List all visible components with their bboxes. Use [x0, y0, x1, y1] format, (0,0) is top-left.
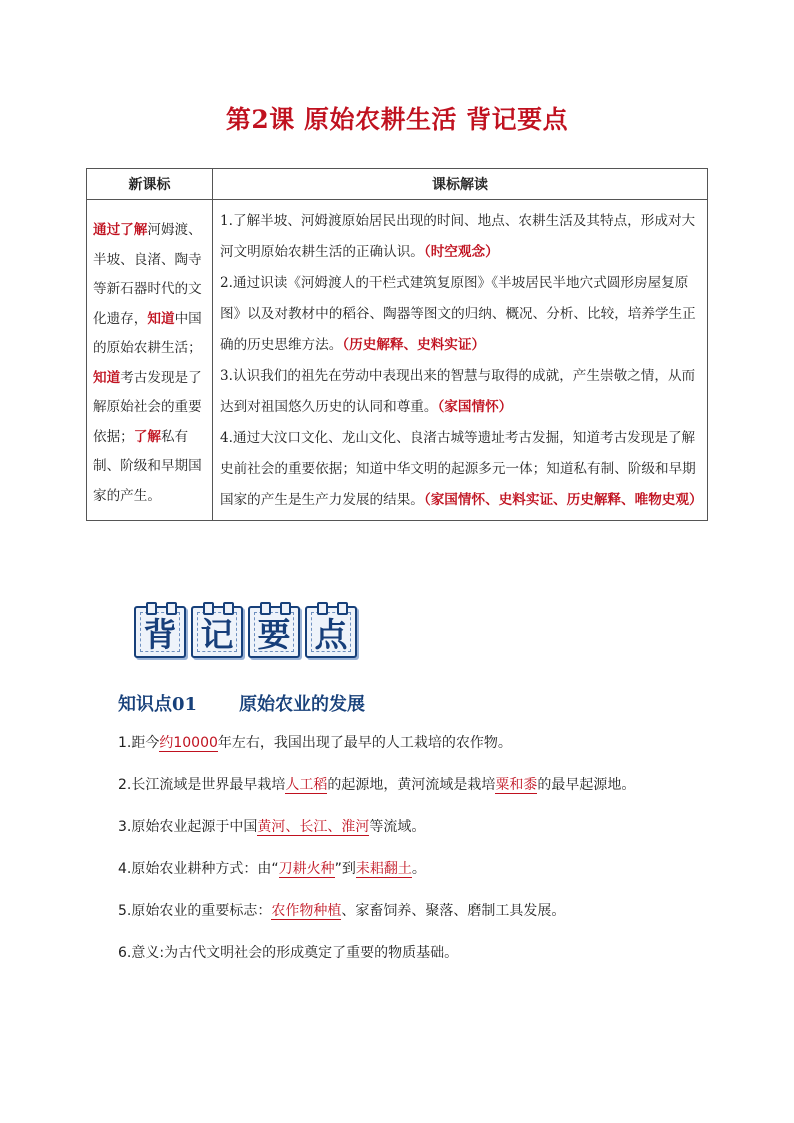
list-item — [118, 773, 635, 815]
interpretation-item — [220, 206, 703, 268]
keyword-red: 了解 — [133, 428, 161, 445]
point-text: 6.意义:为古代文明社会的形成奠定了重要的物质基础。 — [118, 945, 459, 961]
interpretation-item — [220, 268, 703, 361]
list-item — [118, 731, 635, 773]
literacy-tag: （历史解释、史料实证） — [342, 337, 486, 353]
list-item — [118, 941, 635, 983]
point-text: 年左右，我国出现了最早的人工栽培的农作物。 — [217, 735, 512, 751]
knowledge-points-list — [118, 731, 635, 983]
interpretation-item — [220, 423, 703, 516]
banner-char-tile — [191, 606, 243, 658]
point-text: 、家畜饲养、聚落、磨制工具发展。 — [341, 903, 566, 919]
banner-char: 点 — [314, 614, 348, 654]
literacy-tag: （家国情怀） — [437, 399, 513, 415]
point-text: 1.距今 — [118, 735, 160, 751]
header-interpretation: 课标解读 — [213, 169, 708, 200]
point-keyword: 农作物种植 — [271, 903, 342, 919]
knowledge-point-id: 知识点01 — [118, 694, 198, 715]
point-text: 的最早起源地。 — [537, 777, 636, 793]
standard-text: 私有制、阶级和早期国家的产生。 — [93, 428, 202, 504]
table-row — [87, 200, 708, 521]
curriculum-table — [86, 168, 708, 521]
keyword-red: 知道 — [147, 310, 175, 327]
point-keyword: 黄河、长江、淮河 — [257, 819, 370, 835]
point-text: ”到 — [334, 861, 356, 877]
standard-cell — [87, 200, 213, 521]
point-text: 的起源地，黄河流域是栽培 — [327, 777, 496, 793]
banner-char-tile — [248, 606, 300, 658]
banner-char-tile — [305, 606, 357, 658]
point-text: 3.原始农业起源于中国 — [118, 819, 258, 835]
header-new-standard: 新课标 — [87, 169, 213, 200]
keyword-red: 通过了解 — [93, 222, 148, 238]
point-text: 5.原始农业的重要标志： — [118, 903, 272, 919]
standard-text: 河姆渡、半坡、良渚、陶寺等新石器时代的文化遗存， — [93, 222, 202, 327]
keyword-red: 知道 — [93, 369, 121, 386]
table-header-row — [87, 169, 708, 200]
list-item — [118, 815, 635, 857]
list-item — [118, 857, 635, 899]
point-keyword: 人工稻 — [285, 777, 328, 793]
point-text: 2.长江流域是世界最早栽培 — [118, 777, 286, 793]
list-item — [118, 899, 635, 941]
point-text: 等流域。 — [369, 819, 426, 835]
interpretation-cell — [213, 200, 708, 521]
point-keyword: 耒耜翻土 — [355, 861, 412, 877]
interpretation-text: 3.认识我们的祖先在劳动中表现出来的智慧与取得的成就，产生崇敬之情，从而达到对祖国悠久历史的认同和尊重。 — [220, 368, 696, 415]
interpretation-text: 1.了解半坡、河姆渡原始居民出现的时间、地点、农耕生活及其特点，形成对大河文明原始农耕生活的正确认识。 — [220, 213, 696, 260]
standard-text: 考古发现是了解原始社会的重要依据； — [93, 369, 202, 445]
banner-char: 记 — [200, 614, 234, 654]
knowledge-point-heading — [118, 690, 365, 716]
point-text: 4.原始农业耕种方式：由“ — [118, 861, 279, 877]
banner-char-tile — [134, 606, 186, 658]
point-keyword: 刀耕火种 — [278, 861, 335, 877]
interpretation-item — [220, 361, 703, 423]
banner-char: 要 — [257, 614, 291, 654]
page-title: 第2课 原始农耕生活 背记要点 — [225, 105, 569, 134]
banner-char: 背 — [143, 614, 177, 654]
knowledge-point-name: 原始农业的发展 — [239, 694, 366, 715]
literacy-tag: （家国情怀、史料实证、历史解释、唯物史观） — [423, 492, 703, 508]
interpretation-text: 2.通过识读《河姆渡人的干栏式建筑复原图》《半坡居民半地穴式圆形房屋复原图》以及对教材中的稻谷、陶器等图文的归纳、概况、分析、比较，培养学生正确的历史思维方法。 — [220, 275, 696, 353]
memorize-points-banner — [134, 602, 357, 656]
point-keyword: 粟和黍 — [495, 777, 538, 793]
interpretation-text: 4.通过大汶口文化、龙山文化、良渚古城等遗址考古发掘，知道考古发现是了解史前社会的重要依据；知道中华文明的起源多元一体；知道私有制、阶级和早期国家的产生是生产力发展的结果。 — [220, 430, 696, 508]
literacy-tag: （时空观念） — [423, 244, 499, 260]
standard-text: 中国的原始农耕生活； — [93, 310, 202, 356]
point-keyword: 约10000 — [159, 735, 218, 751]
point-text: 。 — [411, 861, 426, 877]
